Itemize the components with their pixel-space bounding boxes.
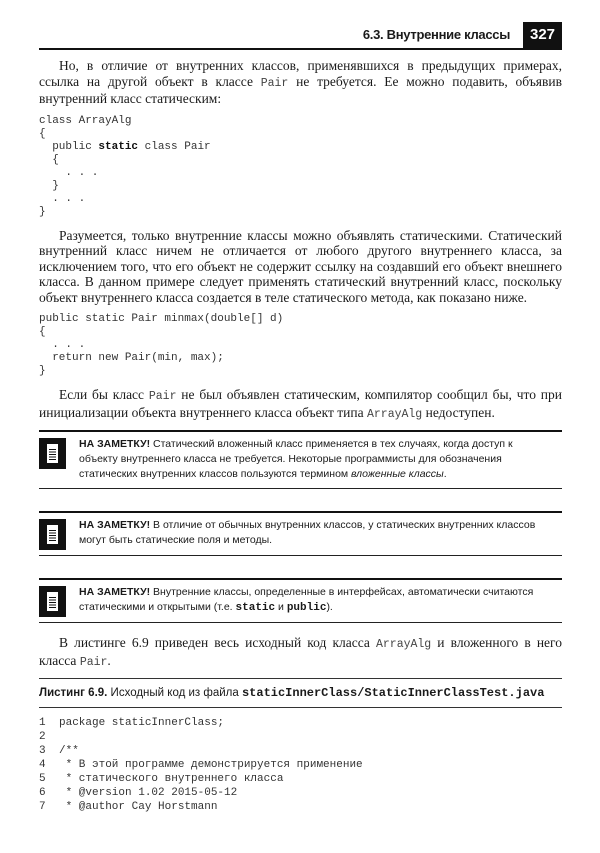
code-line: } xyxy=(39,179,59,192)
line-text: * В этой программе демонстрируется применение xyxy=(59,759,363,771)
listing-caption xyxy=(39,678,562,708)
note-text: Статический вложенный класс применяется в тех случаях, когда доступ к объекту внутреннего класса не требуется. Некоторые программисты для обозначения статических внутренних классов пользуются термином xyxy=(79,438,513,480)
inline-code: Pair xyxy=(260,76,289,90)
note-text: В отличие от обычных внутренних классов, у статических внутренних классов могут быть статические поля и методы. xyxy=(79,519,536,546)
note-text: Внутренние классы, определенные в интерфейсах, автоматически считаются статическими и открытыми (т.е. xyxy=(79,586,534,613)
text: В листинге 6.9 приведен весь исходный код класса xyxy=(59,635,376,650)
text: недоступен. xyxy=(422,404,495,420)
note-label: НА ЗАМЕТКУ! xyxy=(79,586,151,598)
code-line: . . . xyxy=(39,192,86,205)
line-text: package staticInnerClass; xyxy=(59,717,225,729)
paragraph-3 xyxy=(39,387,562,422)
inline-code: ArrayAlg xyxy=(367,407,423,421)
code-block-1 xyxy=(39,115,562,219)
line-number: 5 xyxy=(39,773,46,785)
code-line: class ArrayAlg xyxy=(39,114,132,127)
listing-line xyxy=(39,730,562,744)
section-title: 6.3. Внутренние классы xyxy=(362,27,510,42)
line-number: 7 xyxy=(39,801,46,813)
code-line: { xyxy=(39,326,46,338)
page-number: 327 xyxy=(523,22,562,48)
code-line: . . . xyxy=(39,166,99,179)
code-block-2 xyxy=(39,313,562,378)
note-box xyxy=(39,430,562,489)
paragraph-2: Разумеется, только внутренние классы можно объявлять статическими. Статический внутренний класс ничем не отличается от любого другого внутреннего класса, за исключением того, что его объект не содержит ссылку на создавший его объект внешнего класса. В данном примере следует применять статический внутренний класс, поскольку объект внутреннего класса создается в теле статического метода, как показано ниже. xyxy=(39,227,562,305)
text: Но, в отличие от внутренних классов, применявшихся в предыдущих примерах, ссылка на другой объект в классе xyxy=(39,58,562,89)
running-header xyxy=(39,22,562,50)
line-number: 4 xyxy=(39,759,46,771)
line-text: * статического внутреннего класса xyxy=(59,773,284,785)
text: . xyxy=(107,652,111,668)
note-box xyxy=(39,578,562,623)
page-body xyxy=(39,58,562,814)
text: и вложенного в него класса xyxy=(39,635,562,668)
note-emphasis: вложенные классы xyxy=(351,468,444,480)
line-number: 1 xyxy=(39,717,46,729)
inline-code: public xyxy=(286,602,327,614)
listing-line xyxy=(39,716,562,730)
inline-code: static xyxy=(235,602,276,614)
note-label: НА ЗАМЕТКУ! xyxy=(79,519,151,531)
listing-line xyxy=(39,800,562,814)
inline-code: Pair xyxy=(148,390,177,403)
listing-line xyxy=(39,744,562,758)
code-line: . . . xyxy=(39,339,86,351)
inline-code: ArrayAlg xyxy=(376,638,432,651)
code-line: return new Pair(min, max); xyxy=(39,352,224,364)
listing-line xyxy=(39,772,562,786)
text: не был объявлен статическим, компилятор сообщил бы, что при инициализации объекта внутреннего класса объект типа xyxy=(39,387,562,420)
line-number: 6 xyxy=(39,787,46,799)
inline-code: Pair xyxy=(79,655,108,669)
code-line: class Pair xyxy=(138,140,211,153)
note-icon xyxy=(39,519,66,550)
code-line: } xyxy=(39,365,46,377)
note-icon xyxy=(39,586,66,617)
listing-caption-text: Исходный код из файла xyxy=(107,687,242,699)
note-label: НА ЗАМЕТКУ! xyxy=(79,438,151,450)
line-text: * @version 1.02 2015-05-12 xyxy=(59,787,238,799)
note-text: ). xyxy=(326,601,333,613)
note-box xyxy=(39,511,562,556)
text: Если бы класс xyxy=(59,387,149,402)
note-icon xyxy=(39,438,66,469)
listing-line xyxy=(39,758,562,772)
line-number: 2 xyxy=(39,731,46,743)
line-text: * @author Cay Horstmann xyxy=(59,801,218,813)
code-line: { xyxy=(39,127,46,140)
text: не требуется. Ее можно подавить, объявив внутренний класс статическим: xyxy=(39,73,562,106)
listing-filename: staticInnerClass/StaticInnerClassTest.java xyxy=(241,686,545,700)
listing-line xyxy=(39,786,562,800)
note-text: и xyxy=(275,601,287,613)
code-line: public static Pair minmax(double[] d) xyxy=(39,313,284,325)
paragraph-4 xyxy=(39,635,562,670)
code-keyword: static xyxy=(98,140,139,153)
code-line: { xyxy=(39,153,59,166)
code-line: } xyxy=(39,205,46,218)
line-text: /** xyxy=(59,745,79,757)
note-text: . xyxy=(443,468,447,480)
paragraph-1 xyxy=(39,58,562,107)
code-line: public xyxy=(39,140,99,153)
listing-label: Листинг 6.9. xyxy=(39,687,108,699)
line-number: 3 xyxy=(39,745,46,757)
listing-code xyxy=(39,716,562,814)
